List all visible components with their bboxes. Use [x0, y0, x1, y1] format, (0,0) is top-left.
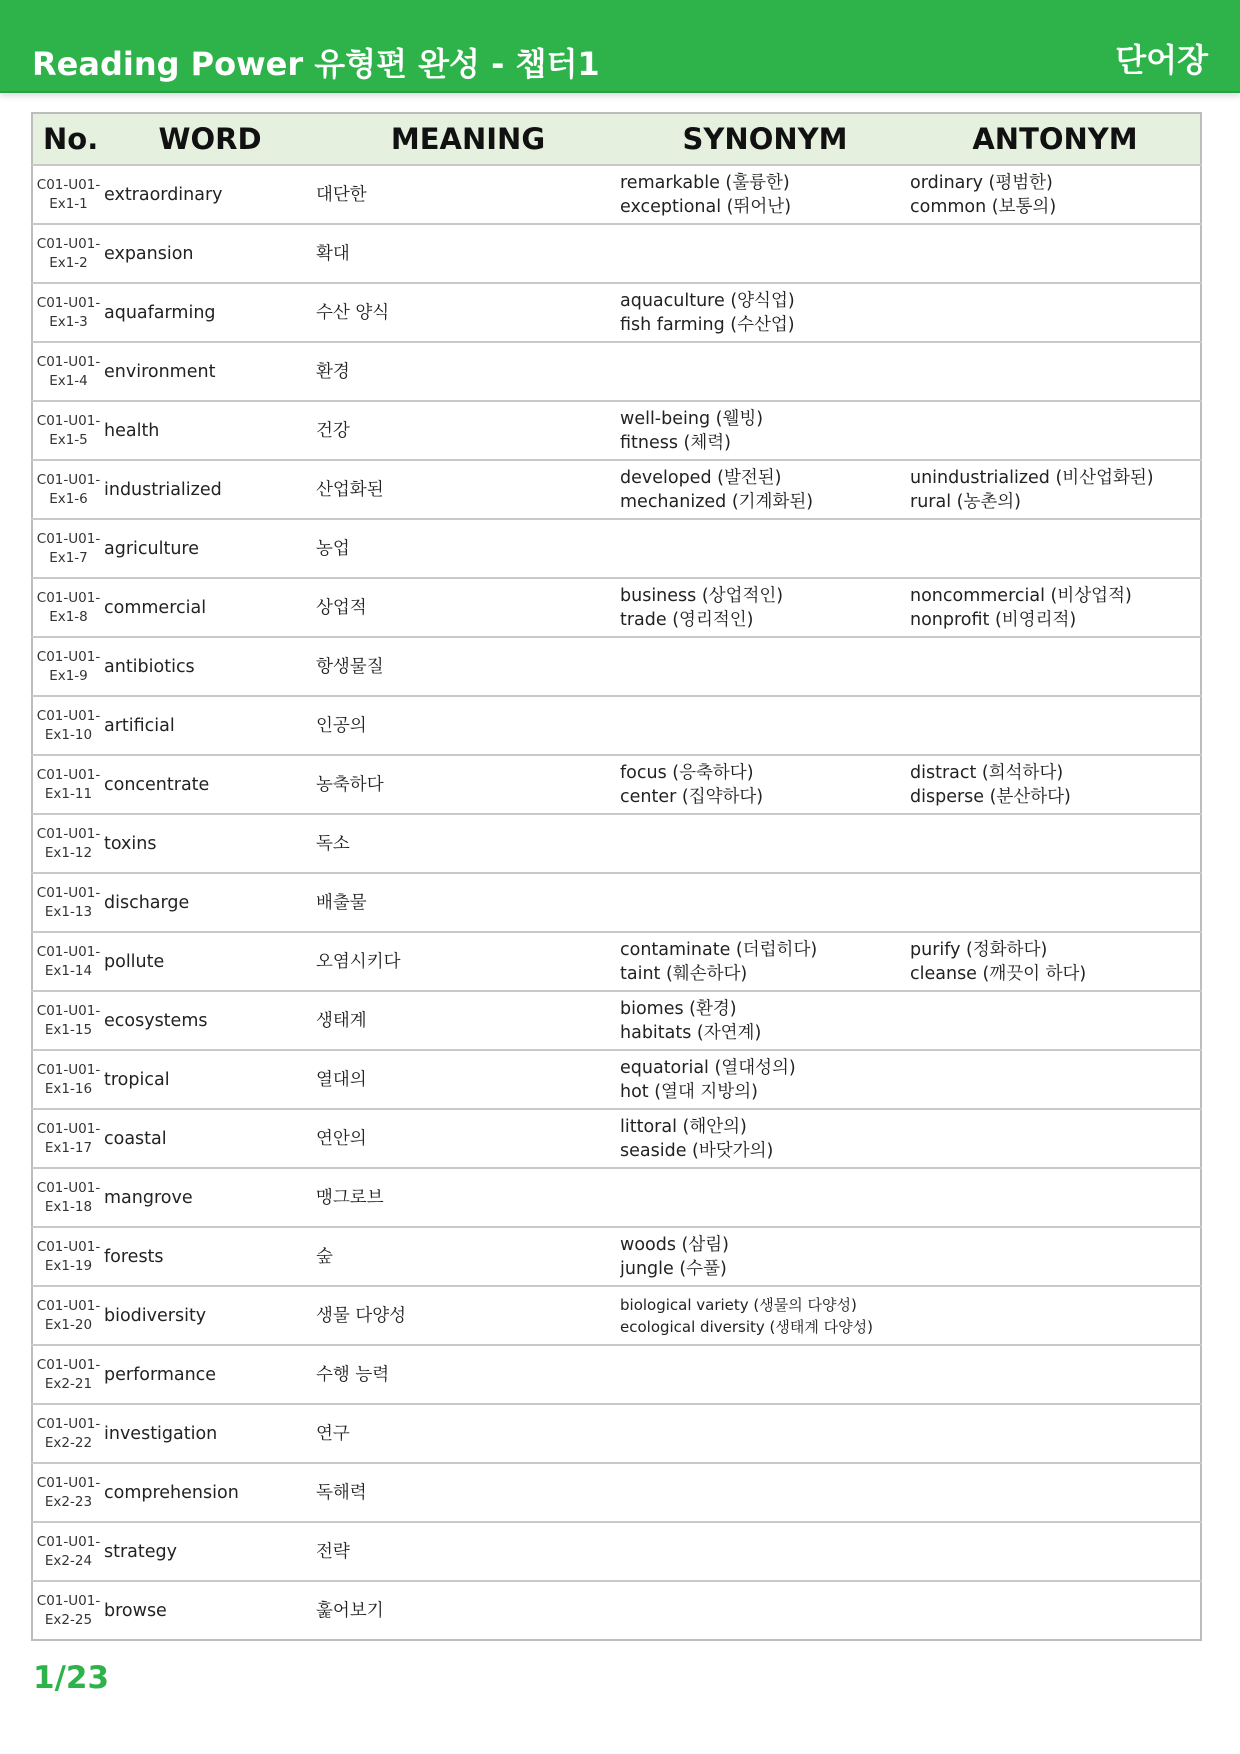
entry-number-code: C01-U01- [36, 648, 101, 665]
entry-number [32, 1522, 104, 1581]
antonym-cell [910, 1286, 1201, 1345]
word-cell: discharge [104, 873, 316, 932]
synonym-line: biological variety (생물의 다양성) [620, 1295, 857, 1314]
meaning-cell: 숲 [316, 1227, 620, 1286]
entry-number-code: C01-U01- [36, 530, 101, 547]
entry-number-code: C01-U01- [36, 589, 101, 606]
synonym-cell [620, 1522, 910, 1581]
synonym-cell [620, 696, 910, 755]
word-cell: aquafarming [104, 283, 316, 342]
entry-number-code: C01-U01- [36, 1238, 101, 1255]
synonym-line: littoral (해안의) [620, 1116, 747, 1137]
entry-number-code: C01-U01- [36, 1415, 101, 1432]
entry-number-code: C01-U01- [36, 235, 101, 252]
column-header-antonym: ANTONYM [910, 113, 1201, 165]
synonym-line: equatorial (열대성의) [620, 1057, 796, 1078]
table-row [32, 342, 1201, 401]
synonym-cell [620, 932, 910, 991]
column-header-word: WORD [104, 113, 316, 165]
entry-number [32, 283, 104, 342]
document-title: Reading Power 유형편 완성 - 챕터1 [32, 45, 600, 83]
synonym-line: taint (훼손하다) [620, 963, 748, 984]
synonym-line: mechanized (기계화된) [620, 491, 814, 512]
synonym-line: biomes (환경) [620, 998, 737, 1019]
entry-number-code: C01-U01- [36, 176, 101, 193]
table-row [32, 1168, 1201, 1227]
word-cell: pollute [104, 932, 316, 991]
entry-number [32, 224, 104, 283]
synonym-cell [620, 1109, 910, 1168]
entry-number-index: Ex1-20 [44, 1316, 93, 1333]
word-cell: artificial [104, 696, 316, 755]
synonym-cell [620, 1050, 910, 1109]
meaning-cell: 전략 [316, 1522, 620, 1581]
synonym-line: well-being (웰빙) [620, 408, 764, 429]
entry-number [32, 1463, 104, 1522]
meaning-cell: 오염시키다 [316, 932, 620, 991]
entry-number [32, 932, 104, 991]
entry-number-index: Ex1-10 [44, 726, 93, 743]
synonym-line: center (집약하다) [620, 786, 764, 807]
table-row [32, 696, 1201, 755]
synonym-line: seaside (바닷가의) [620, 1140, 774, 1161]
synonym-line: fitness (체력) [620, 432, 732, 453]
meaning-cell: 독소 [316, 814, 620, 873]
entry-number-code: C01-U01- [36, 353, 101, 370]
table-body [32, 165, 1201, 1640]
antonym-cell [910, 1227, 1201, 1286]
antonym-cell [910, 637, 1201, 696]
antonym-cell [910, 755, 1201, 814]
entry-number [32, 1227, 104, 1286]
word-cell: coastal [104, 1109, 316, 1168]
table-row [32, 519, 1201, 578]
meaning-cell: 생물 다양성 [316, 1286, 620, 1345]
entry-number [32, 1404, 104, 1463]
synonym-cell [620, 1345, 910, 1404]
meaning-cell: 연안의 [316, 1109, 620, 1168]
entry-number [32, 637, 104, 696]
synonym-cell [620, 165, 910, 224]
vocabulary-table [31, 112, 1202, 1641]
meaning-cell: 수행 능력 [316, 1345, 620, 1404]
antonym-cell [910, 519, 1201, 578]
synonym-cell [620, 873, 910, 932]
entry-number-index: Ex1-19 [44, 1257, 93, 1274]
antonym-line: distract (희석하다) [910, 762, 1064, 783]
word-cell: expansion [104, 224, 316, 283]
entry-number [32, 1345, 104, 1404]
entry-number-code: C01-U01- [36, 471, 101, 488]
synonym-line: hot (열대 지방의) [620, 1081, 758, 1102]
entry-number-index: Ex1-17 [44, 1139, 93, 1156]
antonym-cell [910, 165, 1201, 224]
antonym-cell [910, 873, 1201, 932]
entry-number-code: C01-U01- [36, 1592, 101, 1609]
entry-number-index: Ex1-14 [44, 962, 93, 979]
synonym-cell [620, 224, 910, 283]
synonym-cell [620, 578, 910, 637]
word-cell: health [104, 401, 316, 460]
antonym-cell [910, 991, 1201, 1050]
word-cell: biodiversity [104, 1286, 316, 1345]
entry-number-code: C01-U01- [36, 1179, 101, 1196]
word-cell: mangrove [104, 1168, 316, 1227]
table-row [32, 1109, 1201, 1168]
table-row [32, 224, 1201, 283]
antonym-cell [910, 1109, 1201, 1168]
table-row [32, 1522, 1201, 1581]
entry-number-index: Ex1-18 [44, 1198, 93, 1215]
synonym-cell [620, 519, 910, 578]
table-row [32, 578, 1201, 637]
synonym-cell [620, 401, 910, 460]
meaning-cell: 항생물질 [316, 637, 620, 696]
word-cell: extraordinary [104, 184, 223, 205]
entry-number [32, 696, 104, 755]
table-header-row [32, 113, 1201, 165]
word-cell: investigation [104, 1404, 316, 1463]
entry-number-code: C01-U01- [36, 707, 101, 724]
synonym-cell [620, 637, 910, 696]
synonym-line: ecological diversity (생태계 다양성) [620, 1317, 873, 1336]
entry-number-code: C01-U01- [36, 1120, 101, 1137]
column-header-synonym: SYNONYM [620, 113, 910, 165]
word-cell: concentrate [104, 755, 316, 814]
meaning-cell: 열대의 [316, 1050, 620, 1109]
table-row [32, 1404, 1201, 1463]
table-row [32, 1227, 1201, 1286]
entry-number [32, 1109, 104, 1168]
word-cell: strategy [104, 1522, 316, 1581]
meaning-cell: 맹그로브 [316, 1168, 620, 1227]
synonym-cell [620, 460, 910, 519]
antonym-cell [910, 696, 1201, 755]
synonym-line: jungle (수풀) [620, 1258, 727, 1279]
entry-number-index: Ex1-12 [44, 844, 93, 861]
entry-number [32, 519, 104, 578]
entry-number-code: C01-U01- [36, 1356, 101, 1373]
meaning-cell: 대단한 [316, 184, 367, 205]
antonym-line: cleanse (깨끗이 하다) [910, 963, 1087, 984]
synonym-cell [620, 1581, 910, 1640]
antonym-cell [910, 814, 1201, 873]
entry-number-index: Ex1-9 [49, 667, 88, 684]
entry-number [32, 401, 104, 460]
antonym-cell [910, 1345, 1201, 1404]
entry-number-code: C01-U01- [36, 1002, 101, 1019]
meaning-cell: 연구 [316, 1404, 620, 1463]
antonym-cell [910, 224, 1201, 283]
synonym-line: aquaculture (양식업) [620, 290, 795, 311]
word-cell: industrialized [104, 460, 316, 519]
synonym-cell [620, 991, 910, 1050]
synonym-cell [620, 1286, 910, 1345]
synonym-line: contaminate (더럽히다) [620, 939, 818, 960]
meaning-cell: 농업 [316, 519, 620, 578]
entry-number-index: Ex1-15 [44, 1021, 93, 1038]
table-row [32, 932, 1201, 991]
synonym-cell [620, 755, 910, 814]
column-header-no: No. [32, 113, 104, 165]
entry-number [32, 1286, 104, 1345]
meaning-cell: 인공의 [316, 696, 620, 755]
entry-number [32, 1050, 104, 1109]
column-header-meaning: MEANING [316, 113, 620, 165]
table-row [32, 1286, 1201, 1345]
synonym-line: remarkable (훌륭한) [620, 172, 790, 193]
entry-number-code: C01-U01- [36, 1474, 101, 1491]
entry-number-index: Ex1-7 [49, 549, 88, 566]
entry-number-index: Ex2-23 [44, 1493, 93, 1510]
word-cell: antibiotics [104, 637, 316, 696]
entry-number [32, 578, 104, 637]
synonym-line: woods (삼림) [620, 1234, 729, 1255]
synonym-line: trade (영리적인) [620, 609, 754, 630]
entry-number [32, 755, 104, 814]
antonym-cell [910, 401, 1201, 460]
antonym-line: nonprofit (비영리적) [910, 609, 1077, 630]
antonym-cell [910, 578, 1201, 637]
table-row [32, 1463, 1201, 1522]
table-row [32, 755, 1201, 814]
synonym-cell [620, 1404, 910, 1463]
synonym-cell [620, 1168, 910, 1227]
entry-number-index: Ex1-4 [49, 372, 88, 389]
entry-number-code: C01-U01- [36, 943, 101, 960]
table-row [32, 165, 1201, 224]
synonym-cell [620, 1463, 910, 1522]
antonym-line: unindustrialized (비산업화된) [910, 467, 1154, 488]
antonym-cell [910, 460, 1201, 519]
table-row [32, 1581, 1201, 1640]
entry-number-index: Ex2-25 [44, 1611, 93, 1628]
meaning-cell: 산업화된 [316, 460, 620, 519]
synonym-cell [620, 283, 910, 342]
synonym-line: developed (발전된) [620, 467, 782, 488]
meaning-cell: 건강 [316, 401, 620, 460]
antonym-cell [910, 1581, 1201, 1640]
antonym-cell [910, 342, 1201, 401]
entry-number-index: Ex1-6 [49, 490, 88, 507]
entry-number [32, 991, 104, 1050]
meaning-cell: 환경 [316, 342, 620, 401]
entry-number-index: Ex1-16 [44, 1080, 93, 1097]
entry-number-index: Ex1-1 [49, 195, 88, 212]
synonym-line: business (상업적인) [620, 585, 784, 606]
table-row [32, 873, 1201, 932]
entry-number-code: C01-U01- [36, 412, 101, 429]
meaning-cell: 훑어보기 [316, 1581, 620, 1640]
entry-number-code: C01-U01- [36, 766, 101, 783]
word-cell: comprehension [104, 1463, 316, 1522]
word-cell: ecosystems [104, 991, 316, 1050]
meaning-cell: 수산 양식 [316, 283, 620, 342]
antonym-cell [910, 1050, 1201, 1109]
antonym-line: disperse (분산하다) [910, 786, 1071, 807]
table-row [32, 1050, 1201, 1109]
table-row [32, 460, 1201, 519]
antonym-cell [910, 283, 1201, 342]
entry-number [32, 1168, 104, 1227]
entry-number [32, 165, 104, 224]
entry-number [32, 873, 104, 932]
table-row [32, 283, 1201, 342]
meaning-cell: 독해력 [316, 1463, 620, 1522]
entry-number-index: Ex1-3 [49, 313, 88, 330]
antonym-line: purify (정화하다) [910, 939, 1048, 960]
entry-number-code: C01-U01- [36, 884, 101, 901]
entry-number-code: C01-U01- [36, 294, 101, 311]
word-cell: performance [104, 1345, 316, 1404]
entry-number [32, 1581, 104, 1640]
antonym-cell [910, 1522, 1201, 1581]
synonym-cell [620, 342, 910, 401]
entry-number [32, 460, 104, 519]
entry-number-index: Ex2-21 [44, 1375, 93, 1392]
antonym-line: ordinary (평범한) [910, 172, 1053, 193]
vocabulary-label: 단어장 [1115, 41, 1208, 79]
entry-number-index: Ex1-8 [49, 608, 88, 625]
antonym-line: rural (농촌의) [910, 491, 1021, 512]
entry-number-code: C01-U01- [36, 825, 101, 842]
page-number: 1/23 [33, 1660, 110, 1696]
word-cell: browse [104, 1581, 316, 1640]
word-cell: tropical [104, 1050, 316, 1109]
table-row [32, 814, 1201, 873]
antonym-cell [910, 1168, 1201, 1227]
word-cell: agriculture [104, 519, 316, 578]
entry-number-code: C01-U01- [36, 1297, 101, 1314]
synonym-line: focus (응축하다) [620, 762, 754, 783]
antonym-cell [910, 1404, 1201, 1463]
word-cell: environment [104, 342, 316, 401]
entry-number [32, 814, 104, 873]
synonym-line: exceptional (뛰어난) [620, 196, 792, 217]
antonym-line: noncommercial (비상업적) [910, 585, 1132, 606]
meaning-cell: 확대 [316, 224, 620, 283]
antonym-cell [910, 932, 1201, 991]
antonym-cell [910, 1463, 1201, 1522]
meaning-cell: 배출물 [316, 873, 620, 932]
entry-number-index: Ex2-24 [44, 1552, 93, 1569]
table-row [32, 991, 1201, 1050]
entry-number-code: C01-U01- [36, 1061, 101, 1078]
meaning-cell: 농축하다 [316, 755, 620, 814]
word-cell: forests [104, 1227, 316, 1286]
entry-number-index: Ex1-5 [49, 431, 88, 448]
entry-number [32, 342, 104, 401]
entry-number-index: Ex2-22 [44, 1434, 93, 1451]
synonym-cell [620, 1227, 910, 1286]
word-cell: commercial [104, 578, 316, 637]
table-row [32, 637, 1201, 696]
synonym-line: habitats (자연계) [620, 1022, 762, 1043]
entry-number-index: Ex1-11 [44, 785, 93, 802]
entry-number-index: Ex1-13 [44, 903, 93, 920]
antonym-line: common (보통의) [910, 196, 1057, 217]
table-row [32, 1345, 1201, 1404]
entry-number-index: Ex1-2 [49, 254, 88, 271]
page-header [0, 0, 1240, 93]
word-cell: toxins [104, 814, 316, 873]
entry-number-code: C01-U01- [36, 1533, 101, 1550]
meaning-cell: 생태계 [316, 991, 620, 1050]
synonym-cell [620, 814, 910, 873]
synonym-line: fish farming (수산업) [620, 314, 795, 335]
table-row [32, 401, 1201, 460]
meaning-cell: 상업적 [316, 578, 620, 637]
